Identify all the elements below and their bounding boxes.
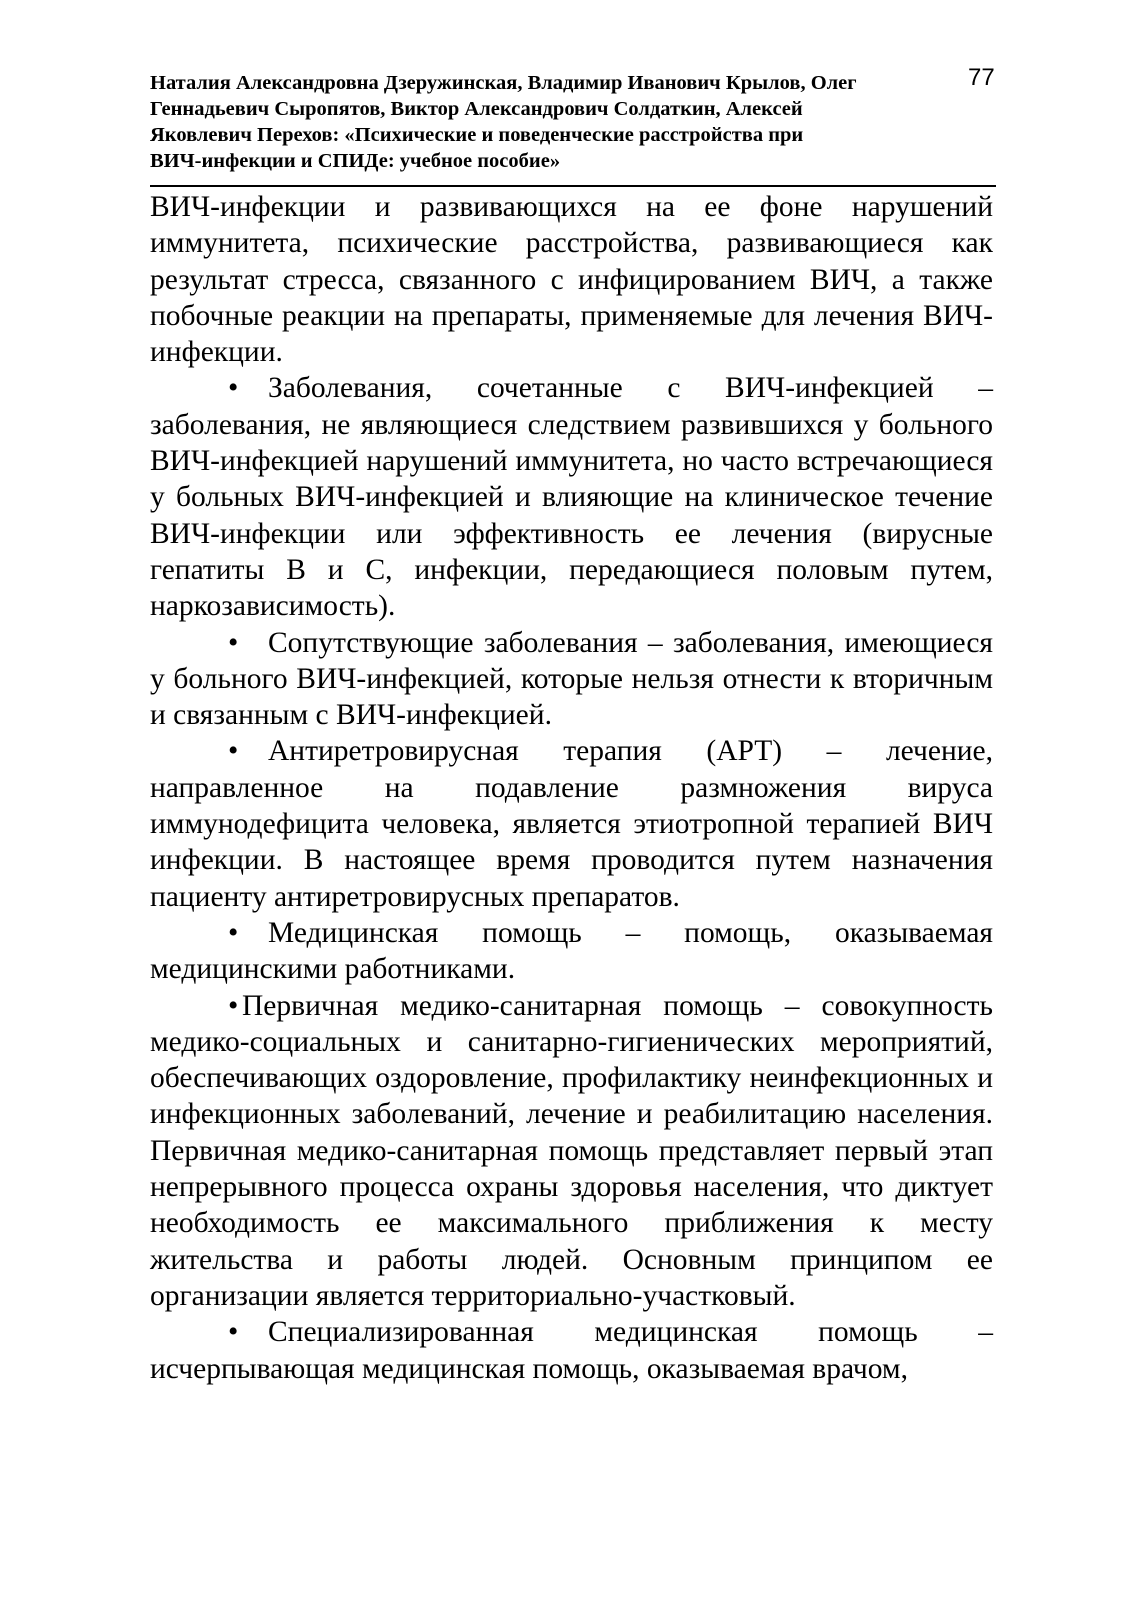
header-line-2: Геннадьевич Сыропятов, Виктор Александрович Солдаткин, Алексей [150, 98, 803, 120]
bullet-text: Антиретровирусная терапия (АРТ) – лечение, направленное на подавление размножения вируса иммунодефицита человека, является этиотропной терапией ВИЧ инфекции. В настоящее время проводится путем назначения пациенту антиретровирусных препаратов. [150, 735, 993, 913]
bullet-marker: • [228, 735, 239, 768]
header-line-3: Яковлевич Перехов: «Психические и поведенческие расстройства при [150, 124, 804, 146]
header-line-4: ВИЧ-инфекции и СПИДе: учебное пособие» [150, 150, 561, 172]
bullet-text: Медицинская помощь – помощь, оказываемая медицинскими работниками. [150, 916, 993, 986]
bullet-item [150, 1314, 993, 1387]
bullet-marker: • [228, 626, 239, 659]
intro-paragraph: ВИЧ-инфекции и развивающихся на ее фоне нарушений иммунитета, психические расстройства, развивающиеся как результат стресса, связанного с инфицированием ВИЧ, а также побочные реакции на препараты, применяемые для лечения ВИЧ-инфекции. [150, 191, 993, 369]
bullet-item [150, 733, 993, 914]
page-body [150, 189, 993, 1387]
bullet-text: Первичная медико-санитарная помощь – совокупность медико-социальных и санитарно-гигиенических мероприятий, обеспечивающих оздоровление, профилактику неинфекционных и инфекционных заболеваний, лечение и реабилитацию населения. Первичная медико-санитарная помощь представляет первый этап непрерывного процесса охраны здоровья населения, что диктует необходимость ее максимального приближения к месту жительства и работы людей. Основным принципом ее организации является территориально-участковый. [150, 989, 993, 1312]
bullet-marker: • [228, 989, 239, 1022]
bullet-text: Заболевания, сочетанные с ВИЧ-инфекцией – заболевания, не являющиеся следствием развившихся у больного ВИЧ-инфекцией нарушений иммунитета, но часто встречающиеся у больных ВИЧ-инфекцией и влияющие на клиническое течение ВИЧ-инфекции или эффективность ее лечения (вирусные гепатиты В и С, инфекции, передающиеся половым путем, наркозависимость). [150, 372, 993, 623]
bullet-marker: • [228, 1316, 239, 1349]
bullet-item [150, 915, 993, 988]
header-divider [150, 185, 996, 187]
page-number: 77 [968, 64, 995, 91]
running-header [150, 70, 995, 174]
bullet-marker: • [228, 916, 239, 949]
header-line-1: Наталия Александровна Дзеружинская, Владимир Иванович Крылов, Олег [150, 72, 857, 94]
bullet-item [150, 988, 993, 1315]
bullet-item [150, 625, 993, 734]
bullet-text: Специализированная медицинская помощь – исчерпывающая медицинская помощь, оказываемая врачом, [150, 1316, 993, 1385]
bullet-marker: • [228, 372, 239, 405]
bullet-text: Сопутствующие заболевания – заболевания, имеющиеся у больного ВИЧ-инфекцией, которые нельзя отнести к вторичным и связанным с ВИЧ-инфекцией. [150, 626, 993, 732]
bullet-item [150, 370, 993, 624]
